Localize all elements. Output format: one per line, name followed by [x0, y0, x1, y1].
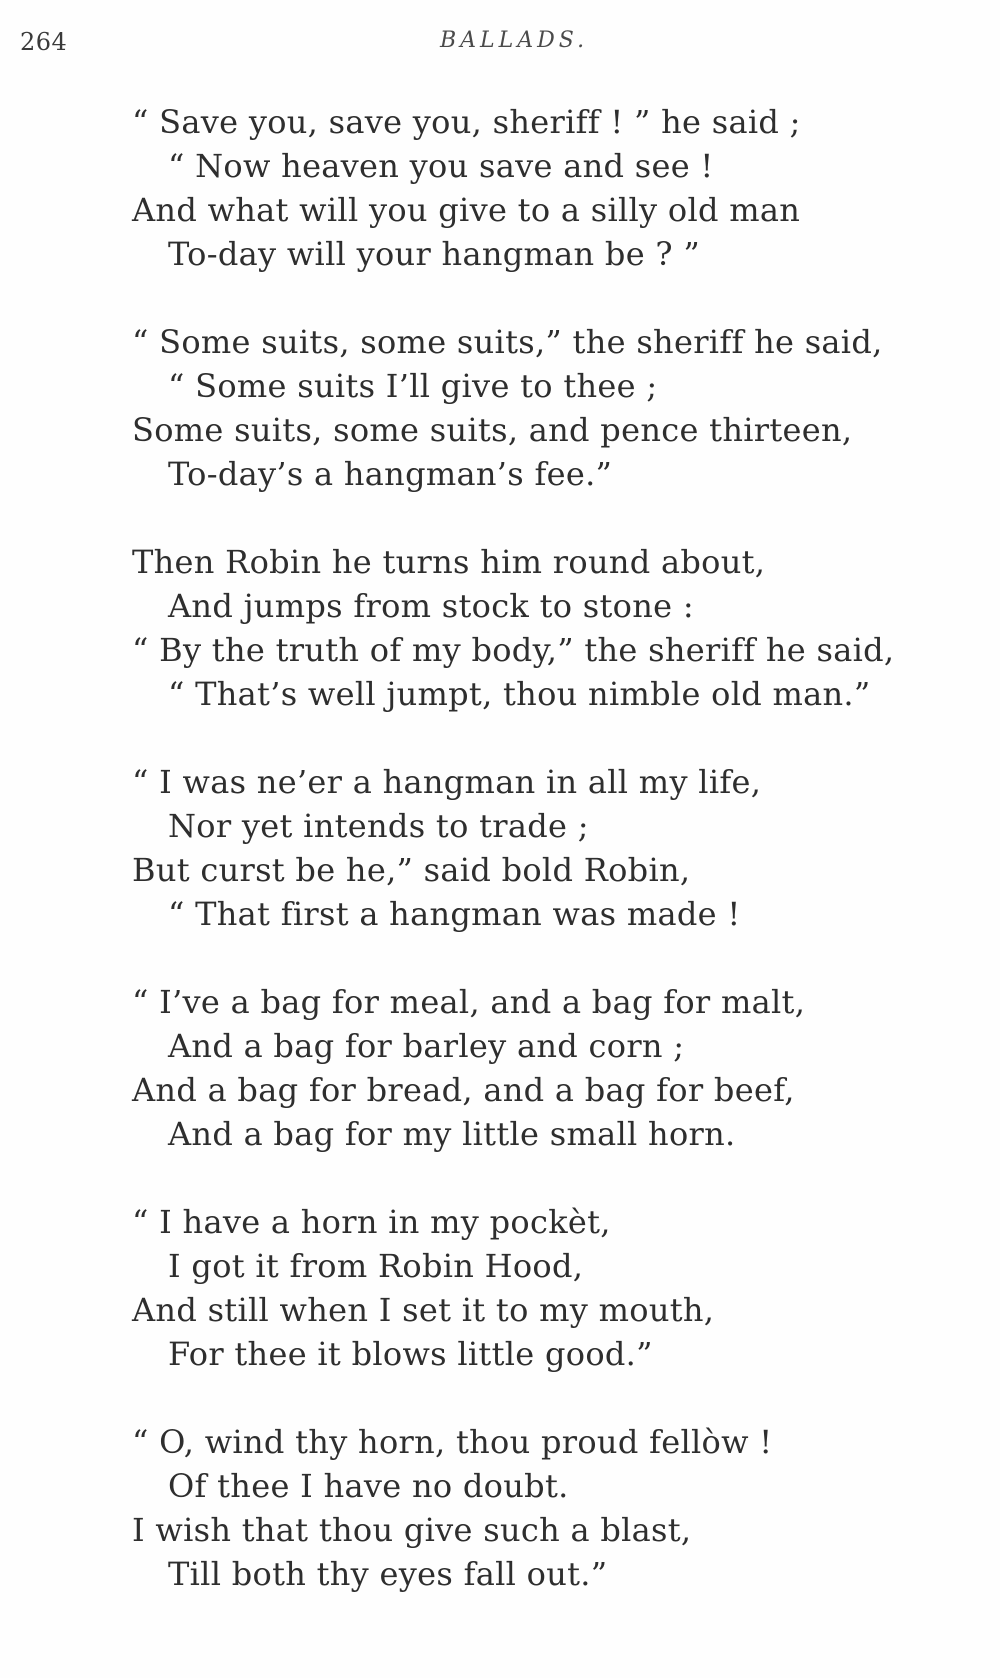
verse-line: And a bag for my little small horn. [168, 1115, 736, 1153]
verse-line: Then Robin he turns him round about, [132, 543, 766, 581]
verse-line: To-day’s a hangman’s fee.” [168, 455, 613, 493]
verse-line: I wish that thou give such a blast, [132, 1511, 692, 1549]
verse-line: Of thee I have no doubt. [168, 1467, 569, 1505]
verse-line: Till both thy eyes fall out.” [168, 1555, 608, 1593]
verse-line: “ That first a hangman was made ! [168, 895, 741, 933]
verse-line: To-day will your hangman be ? ” [168, 235, 701, 273]
running-title: BALLADS. [440, 28, 589, 53]
verse-line: Some suits, some suits, and pence thirteen, [132, 411, 853, 449]
verse-line: But curst be he,” said bold Robin, [132, 851, 691, 889]
verse-line: “ Save you, save you, sheriff ! ” he said ; [132, 103, 801, 141]
verse-line: And a bag for barley and corn ; [168, 1027, 685, 1065]
verse-line: “ I have a horn in my pockèt, [132, 1203, 611, 1241]
verse-line: “ I was ne’er a hangman in all my life, [132, 763, 762, 801]
page-number: 264 [20, 28, 68, 56]
verse-line: “ O, wind thy horn, thou proud fellòw ! [132, 1423, 773, 1461]
verse-line: For thee it blows little good.” [168, 1335, 653, 1373]
verse-line: And what will you give to a silly old man [132, 191, 801, 229]
verse-line: “ Some suits I’ll give to thee ; [168, 367, 658, 405]
verse-line: “ Some suits, some suits,” the sheriff he said, [132, 323, 883, 361]
verse-line: “ Now heaven you save and see ! [168, 147, 714, 185]
verse-line: I got it from Robin Hood, [168, 1247, 584, 1285]
verse-line: Nor yet intends to trade ; [168, 807, 589, 845]
verse-line: And a bag for bread, and a bag for beef, [132, 1071, 795, 1109]
verse-line: And jumps from stock to stone : [168, 587, 694, 625]
verse-line: “ That’s well jumpt, thou nimble old man.” [168, 675, 871, 713]
verse-line: “ By the truth of my body,” the sheriff he said, [132, 631, 895, 669]
verse-line: And still when I set it to my mouth, [132, 1291, 715, 1329]
verse-line: “ I’ve a bag for meal, and a bag for malt, [132, 983, 806, 1021]
